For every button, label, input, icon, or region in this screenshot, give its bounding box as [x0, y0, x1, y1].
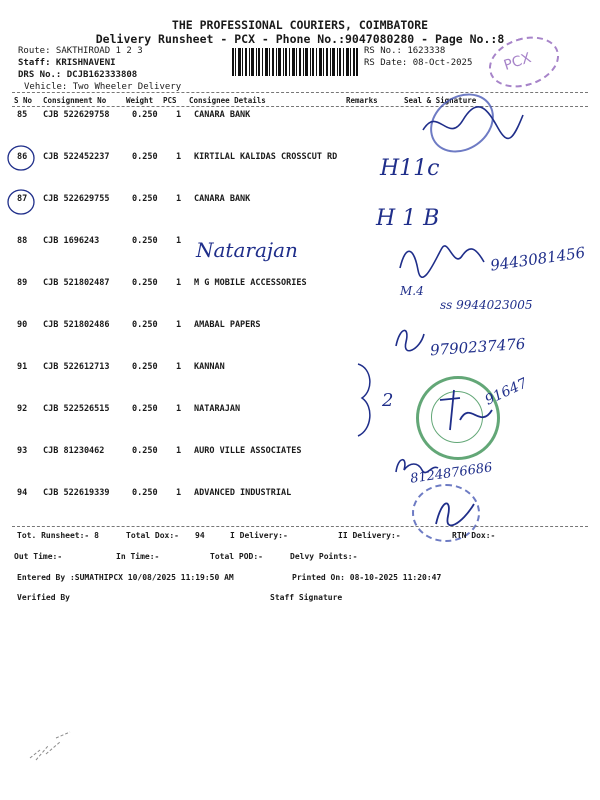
- row-sno: 94: [17, 488, 28, 498]
- row-pcs: 1: [176, 110, 182, 120]
- row-sno: 88: [17, 236, 28, 246]
- row-consignment: CJB 81230462: [43, 446, 105, 456]
- table-row: [0, 488, 600, 530]
- col-seal: Seal & Signature: [404, 96, 477, 105]
- handwriting-89-phone: ss 9944023005: [440, 298, 533, 312]
- row-weight: 0.250: [132, 194, 158, 204]
- row-sno: 91: [17, 362, 28, 372]
- row-sno: 86: [17, 152, 28, 162]
- rs-number: RS No.: 1623338: [364, 46, 446, 56]
- total-pod: Total POD:-: [210, 552, 263, 561]
- row-consignee: M G MOBILE ACCESSORIES: [194, 278, 307, 288]
- handwriting-89-sig: M.4: [400, 284, 424, 298]
- row-consignment: CJB 522629755: [43, 194, 110, 204]
- col-sno: S No: [14, 96, 33, 105]
- row-weight: 0.250: [132, 110, 158, 120]
- row-pcs: 1: [176, 404, 182, 414]
- col-weight: Weight: [126, 96, 154, 105]
- out-time: Out Time:-: [14, 552, 63, 561]
- row-weight: 0.250: [132, 236, 158, 246]
- barcode: [232, 48, 358, 76]
- row-pcs: 1: [176, 152, 182, 162]
- row-consignment: CJB 521802487: [43, 278, 110, 288]
- row-consignee: AMABAL PAPERS: [194, 320, 261, 330]
- handwriting-86: H11c: [380, 156, 440, 181]
- row-sno: 89: [17, 278, 28, 288]
- row-consignment: CJB 522452237: [43, 152, 110, 162]
- row-weight: 0.250: [132, 278, 158, 288]
- row-sno: 90: [17, 320, 28, 330]
- runsheet-subtitle: Delivery Runsheet - PCX - Phone No.:9047080280 - Page No.:8: [95, 32, 505, 46]
- pencil-marks: [26, 724, 86, 764]
- signature-row-88: [396, 238, 488, 278]
- row-consignee: KANNAN: [194, 362, 225, 372]
- header-rule-top: [12, 92, 588, 93]
- row-pcs: 1: [176, 278, 182, 288]
- tot-runsheet: Tot. Runsheet:- 8: [17, 531, 99, 540]
- handwriting-93-phone: 8124876686: [409, 460, 494, 487]
- total-dox-value: 94: [195, 531, 205, 540]
- col-pcs: PCS: [163, 96, 177, 105]
- i-delivery: I Delivery:-: [230, 531, 288, 540]
- staff: Staff: KRISHNAVENI: [18, 58, 116, 68]
- row-sno: 93: [17, 446, 28, 456]
- row-consignment: CJB 521802486: [43, 320, 110, 330]
- row-consignee: ADVANCED INDUSTRIAL: [194, 488, 292, 498]
- row-sno: 85: [17, 110, 28, 120]
- rs-date: RS Date: 08-Oct-2025: [364, 58, 473, 68]
- ii-delivery: II Delivery:-: [338, 531, 401, 540]
- row-consignment: CJB 522629758: [43, 110, 110, 120]
- row-sno: 87: [17, 194, 28, 204]
- table-row: [0, 194, 600, 236]
- row-weight: 0.250: [132, 446, 158, 456]
- row-consignee: KIRTILAL KALIDAS CROSSCUT RD: [194, 152, 338, 162]
- verified-by: Verified By: [17, 593, 70, 602]
- row-sno: 92: [17, 404, 28, 414]
- row-weight: 0.250: [132, 488, 158, 498]
- table-row: [0, 152, 600, 194]
- row-weight: 0.250: [132, 320, 158, 330]
- row-pcs: 1: [176, 194, 182, 204]
- col-remarks: Remarks: [346, 96, 378, 105]
- delvy-points: Delvy Points:-: [290, 552, 358, 561]
- row-weight: 0.250: [132, 152, 158, 162]
- row-consignment: CJB 522526515: [43, 404, 110, 414]
- row-pcs: 1: [176, 362, 182, 372]
- row-pcs: 1: [176, 488, 182, 498]
- row-weight: 0.250: [132, 404, 158, 414]
- signature-row-90: [392, 320, 428, 356]
- row-weight: 0.250: [132, 362, 158, 372]
- footer-rule: [12, 526, 588, 527]
- row-consignment: CJB 1696243: [43, 236, 100, 246]
- row-pcs: 1: [176, 236, 182, 246]
- printed-on: Printed On: 08-10-2025 11:20:47: [292, 573, 442, 582]
- signature-row-85: [418, 100, 528, 150]
- route: Route: SAKTHIROAD 1 2 3: [18, 46, 143, 56]
- row-consignee: NATARAJAN: [194, 404, 241, 414]
- handwriting-88-name: Natarajan: [196, 238, 298, 262]
- signature-row-92: [430, 380, 500, 440]
- bracket-mark: [352, 360, 382, 440]
- vehicle: Vehicle: Two Wheeler Delivery: [24, 82, 182, 92]
- col-consignee: Consignee Details: [189, 96, 266, 105]
- total-dox-label: Total Dox:-: [126, 531, 179, 540]
- signature-row-94: [430, 494, 480, 530]
- row-consignee: CANARA BANK: [194, 110, 251, 120]
- handwriting-87: H 1 B: [376, 206, 440, 231]
- entered-by: Entered By :SUMATHIPCX 10/08/2025 11:19:50 AM: [17, 573, 234, 582]
- table-row: [0, 446, 600, 488]
- row-pcs: 1: [176, 446, 182, 456]
- handwriting-90-phone: 9790237476: [429, 334, 526, 360]
- handwriting-88-phone: 9443081456: [489, 243, 587, 275]
- row-consignment: CJB 522612713: [43, 362, 110, 372]
- handwriting-91-92-mark: 2: [382, 390, 394, 411]
- row-consignment: CJB 522619339: [43, 488, 110, 498]
- handwriting-92-phone: 91647: [482, 375, 530, 409]
- runsheet-title: THE PROFESSIONAL COURIERS, COIMBATORE: [171, 18, 429, 32]
- row-pcs: 1: [176, 320, 182, 330]
- in-time: In Time:-: [116, 552, 160, 561]
- circle-marks: [4, 144, 38, 224]
- pcx-stamp-text: PCX: [501, 50, 534, 74]
- table-row: [0, 404, 600, 446]
- col-consignment: Consignment No: [43, 96, 107, 105]
- row-consignee: AURO VILLE ASSOCIATES: [194, 446, 302, 456]
- rtn-dox: RTN Dox:-: [452, 531, 496, 540]
- row-consignee: CANARA BANK: [194, 194, 251, 204]
- staff-signature: Staff Signature: [270, 593, 343, 602]
- drs-number: DRS No.: DCJB162333808: [18, 70, 138, 80]
